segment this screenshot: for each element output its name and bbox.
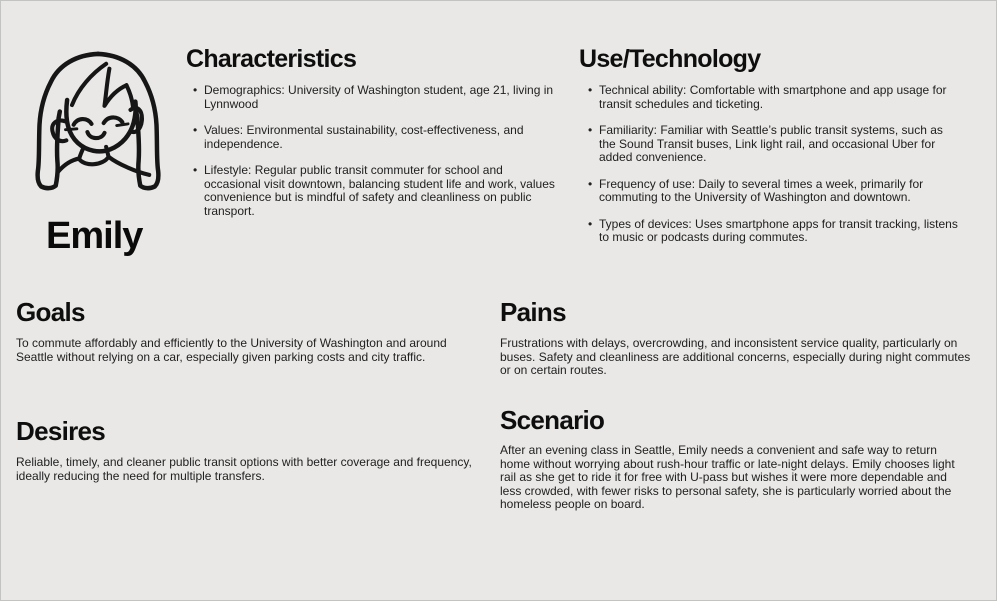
- use-technology-title: Use/Technology: [579, 45, 761, 73]
- characteristics-list: [193, 84, 562, 231]
- use-technology-list: [588, 84, 960, 258]
- avatar-left-shoulder-line: [58, 158, 79, 171]
- desires-text: Reliable, timely, and cleaner public transit options with better coverage and frequency, ideally reducing the need for multiple transfers.: [16, 455, 472, 483]
- avatar-right-blush: [117, 124, 128, 126]
- use-technology-item: • Familiarity: Familiar with Seattle’s public transit systems, such as the Sound Transit buses, Link light rail, and occasional Uber for added convenience.: [588, 124, 960, 165]
- avatar-bangs-left-sweep: [72, 64, 106, 105]
- pains-text: Frustrations with delays, overcrowding, and inconsistent service quality, particularly on buses. Safety and cleanliness are additional concerns, especially during night commutes or on certain routes.: [500, 336, 971, 377]
- persona-name: Emily: [46, 215, 143, 257]
- goals-title: Goals: [16, 297, 85, 327]
- characteristics-title: Characteristics: [186, 45, 357, 73]
- use-technology-item: • Technical ability: Comfortable with smartphone and app usage for transit schedules and ticketing.: [588, 84, 960, 111]
- avatar-right-shoulder-line: [109, 157, 150, 175]
- characteristics-item: • Demographics: University of Washington student, age 21, living in Lynnwood: [193, 84, 562, 111]
- use-technology-item: • Types of devices: Uses smartphone apps for transit tracking, listens to music or podcasts during commutes.: [588, 218, 960, 245]
- scenario-title: Scenario: [500, 405, 605, 435]
- avatar-bangs-right-sweep: [126, 85, 133, 106]
- avatar-right-eye: [104, 117, 123, 123]
- desires-title: Desires: [16, 416, 106, 446]
- use-technology-item: • Frequency of use: Daily to several times a week, primarily for commuting to the University of Washington and downtown.: [588, 178, 960, 205]
- characteristics-item: • Values: Environmental sustainability, cost-effectiveness, and independence.: [193, 124, 562, 151]
- goals-text: To commute affordably and efficiently to the University of Washington and around Seattle without relying on a car, especially given parking costs and city traffic.: [16, 336, 447, 364]
- pains-title: Pains: [500, 297, 566, 327]
- avatar-bangs-center-strand: [105, 69, 127, 106]
- avatar-smile: [87, 132, 104, 138]
- avatar-collar-line: [79, 157, 108, 164]
- avatar-left-blush: [66, 129, 77, 130]
- avatar-left-eye: [74, 119, 92, 125]
- avatar-left-neck-line: [79, 148, 83, 159]
- characteristics-item: • Lifestyle: Regular public transit commuter for school and occasional visit downtown, balancing student life and work, values convenience but is mindful of safety and cleanliness on public transport.: [193, 164, 562, 218]
- scenario-text: After an evening class in Seattle, Emily needs a convenient and safe way to return home without worrying about rush-hour traffic or late-night delays. Emily chooses light rail as she get to ride it for free with U-pass but wishes it were more dependable and less crowded, with fewer risks to personal safety, she is particularly worried about the homeless people on board.: [500, 443, 955, 511]
- girl-avatar-illustration: [33, 49, 163, 193]
